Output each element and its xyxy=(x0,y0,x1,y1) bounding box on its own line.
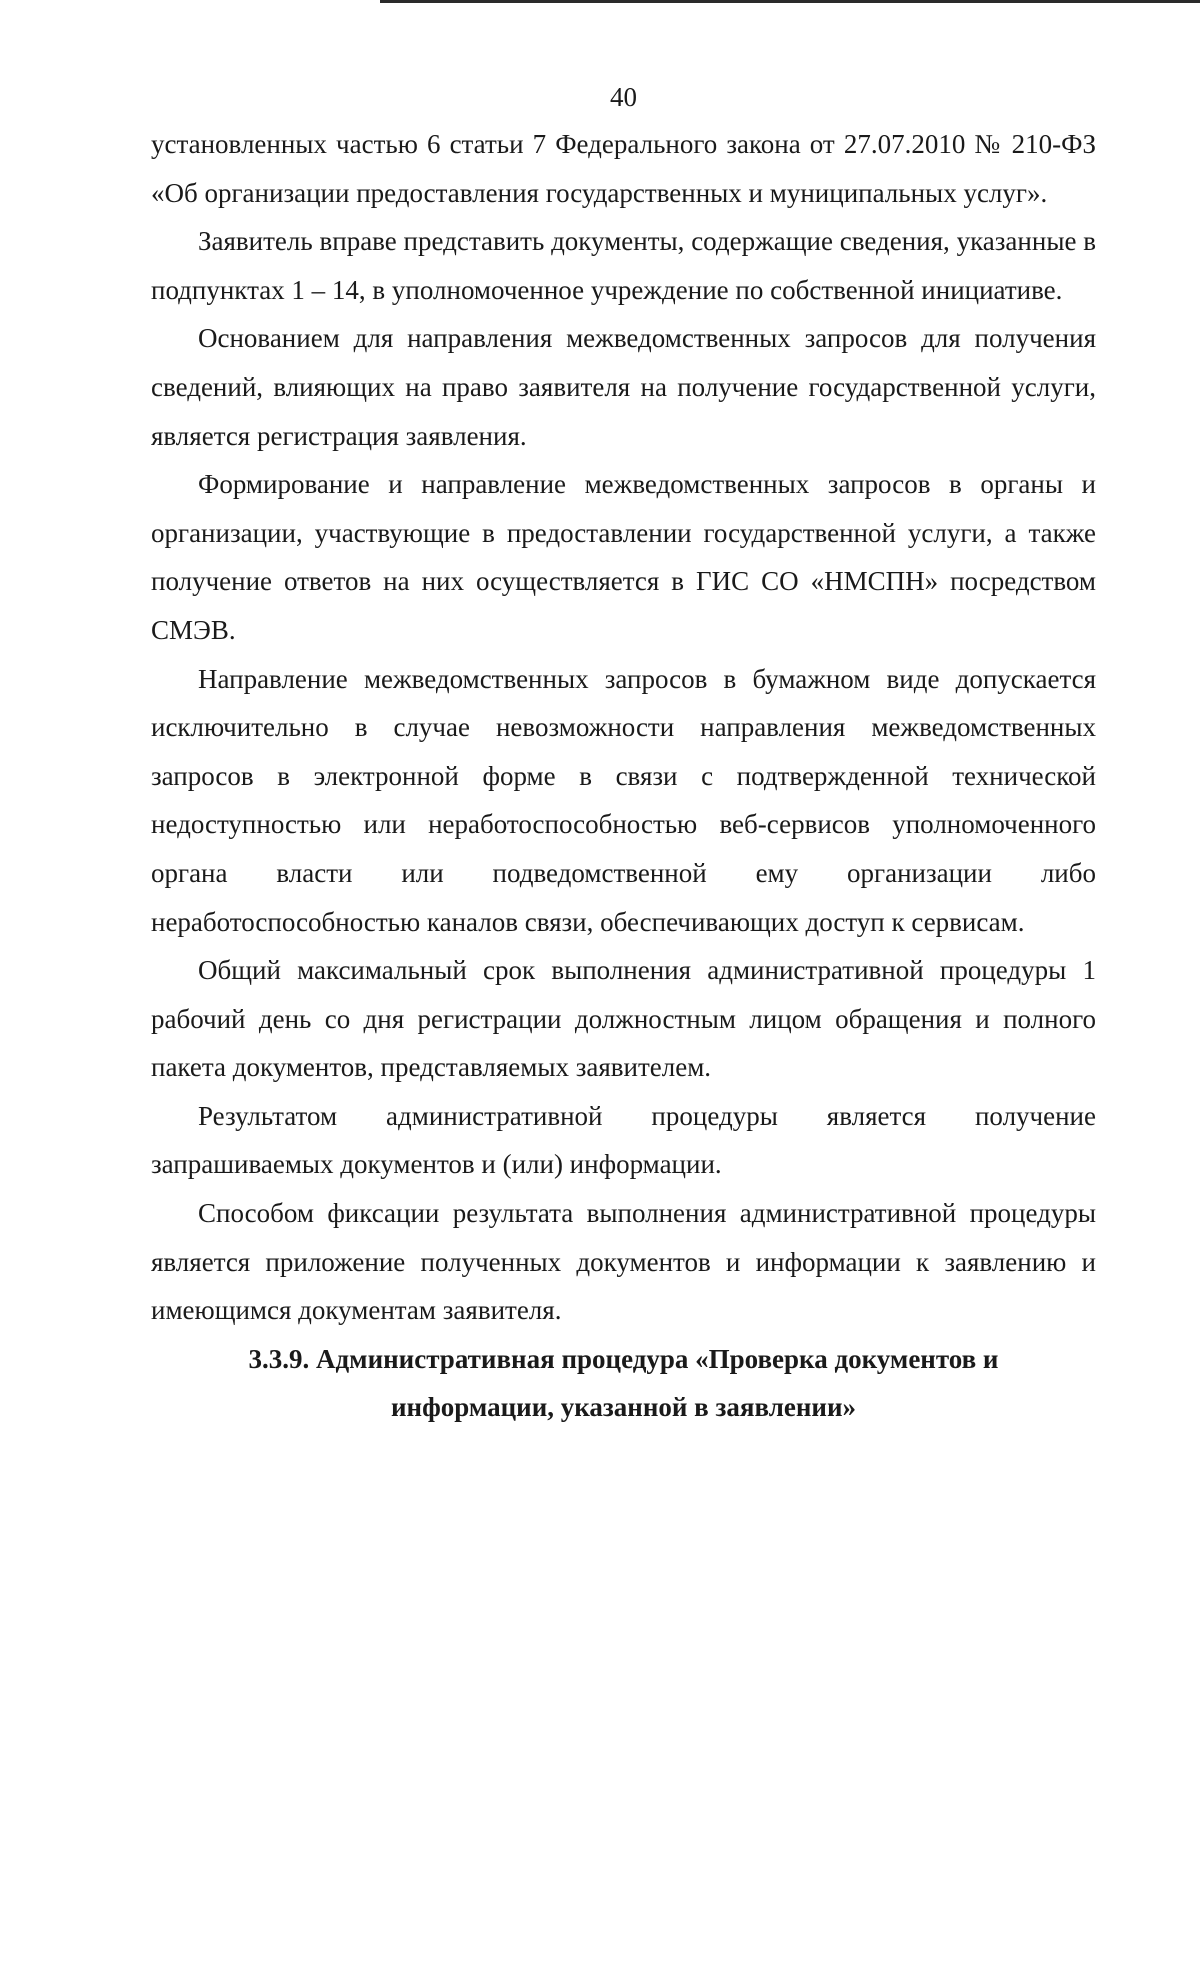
paragraph-paper-requests: Направление межведомственных запросов в бумажном виде допускается исключительно в случае невозможности направления межведомственных запросов в электронной форме в связи с подтвержденной технической недоступностью или неработоспособностью веб-сервисов уполномоченного органа власти или подведомственной ему организации либо неработоспособностью каналов связи, обеспечивающих доступ к сервисам. xyxy=(151,663,1096,937)
section-heading-line-1: 3.3.9. Административная процедура «Проверка документов и xyxy=(248,1343,999,1374)
document-page xyxy=(151,76,1096,1432)
paragraph-result: Результатом административной процедуры является получение запрашиваемых документов и (или) информации. xyxy=(151,1100,1096,1180)
paragraph-max-term: Общий максимальный срок выполнения административной процедуры 1 рабочий день со дня регистрации должностным лицом обращения и полного пакета документов, представляемых заявителем. xyxy=(151,955,1096,1083)
page-number: 40 xyxy=(610,82,637,112)
paragraph-continuation: установленных частью 6 статьи 7 Федерального закона от 27.07.2010 № 210-ФЗ «Об организации предоставления государственных и муниципальных услуг». xyxy=(151,129,1096,208)
paragraph-applicant-right: Заявитель вправе представить документы, содержащие сведения, указанные в подпунктах 1 – 14, в уполномоченное учреждение по собственной инициативе. xyxy=(151,226,1096,305)
section-heading xyxy=(151,1335,1096,1432)
section-heading-line-2: информации, указанной в заявлении» xyxy=(390,1392,856,1423)
paragraph-basis-for-requests: Основанием для направления межведомственных запросов для получения сведений, влияющих на право заявителя на получение государственной услуги, является регистрация заявления. xyxy=(151,323,1096,451)
top-border-rule xyxy=(380,0,1200,3)
paragraph-forming-requests: Формирование и направление межведомственных запросов в органы и организации, участвующие в предоставлении государственной услуги, а также получение ответов на них осуществляется в ГИС СО «НМСПН» посредством СМЭВ. xyxy=(151,469,1096,645)
paragraph-fixation-method: Способом фиксации результата выполнения административной процедуры является приложение полученных документов и информации к заявлению и имеющимся документам заявителя. xyxy=(151,1198,1096,1326)
